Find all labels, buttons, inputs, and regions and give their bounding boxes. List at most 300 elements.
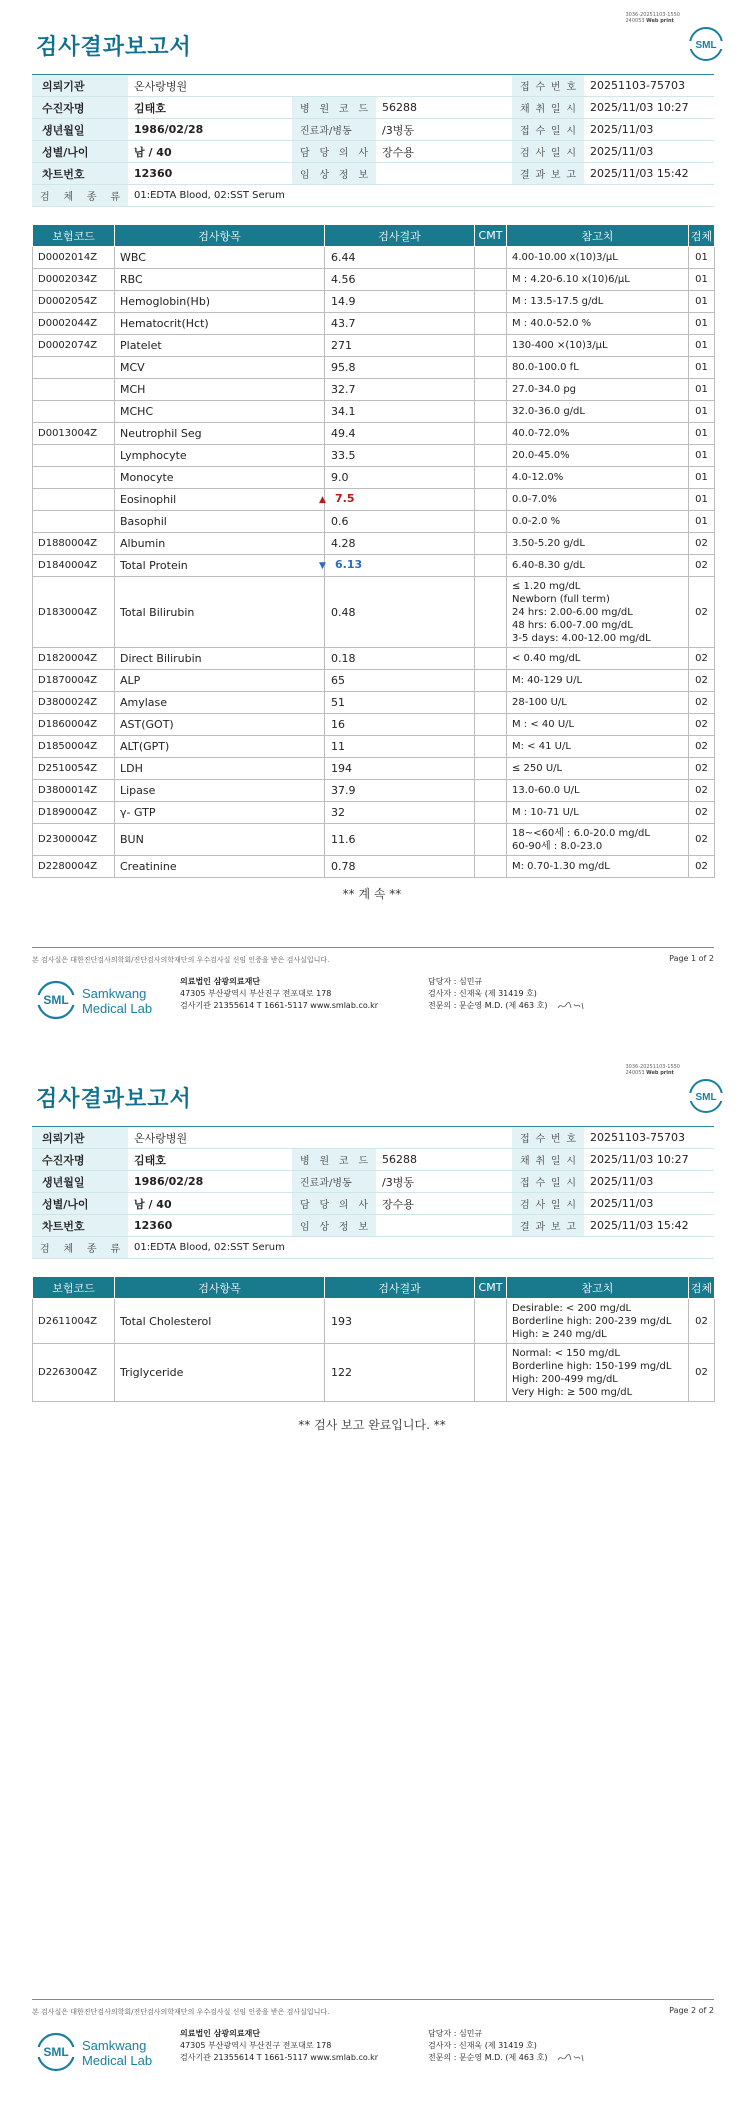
specimen-code: 02	[689, 1344, 715, 1402]
result-value: 122	[331, 1366, 352, 1379]
comment	[475, 824, 507, 856]
test-date-label: 검 사 일 시	[512, 141, 584, 163]
accreditation-note: 본 검사실은 대한진단검사의학회/진단검사의학재단의 우수검사실 신임 인증을 받은 검사실입니다.	[32, 956, 330, 964]
col-header-code: 보험코드	[33, 225, 115, 247]
test-item: Neutrophil Seg	[115, 423, 325, 445]
page-title: 검사결과보고서	[36, 1087, 192, 1112]
recv-no-label: 접 수 번 호	[512, 1127, 584, 1149]
info-row	[32, 1171, 714, 1193]
insurance-code: D1860004Z	[33, 714, 115, 736]
insurance-code: D3800024Z	[33, 692, 115, 714]
org-label: 의뢰기관	[32, 1127, 128, 1149]
specimen-code: 01	[689, 357, 715, 379]
dept-label: 진료과/병동	[292, 1171, 376, 1193]
test-item: Platelet	[115, 335, 325, 357]
test-item: Monocyte	[115, 467, 325, 489]
recv-date-value: 2025/11/03	[584, 119, 714, 141]
dept-value: /3병동	[376, 119, 512, 141]
comment	[475, 379, 507, 401]
result-value: 271	[331, 339, 352, 352]
reference-range: 4.0-12.0%	[507, 467, 689, 489]
result-row	[33, 445, 715, 467]
insurance-code	[33, 379, 115, 401]
insurance-code: D0013004Z	[33, 423, 115, 445]
specimen-code: 02	[689, 648, 715, 670]
insurance-code: D2263004Z	[33, 1344, 115, 1402]
print-id-number: 240053	[625, 18, 645, 24]
test-item: AST(GOT)	[115, 714, 325, 736]
test-item: γ- GTP	[115, 802, 325, 824]
result-value: 14.9	[331, 295, 356, 308]
samkwang-logo-icon	[36, 976, 166, 1024]
reference-range: 3.50-5.20 g/dL	[507, 533, 689, 555]
result-row	[33, 489, 715, 511]
result-row	[33, 555, 715, 577]
test-item: Total Cholesterol	[115, 1299, 325, 1344]
test-result	[325, 291, 475, 313]
reference-range: 40.0-72.0%	[507, 423, 689, 445]
comment	[475, 555, 507, 577]
test-result	[325, 533, 475, 555]
specimen-code: 02	[689, 1299, 715, 1344]
test-result	[325, 335, 475, 357]
comment	[475, 313, 507, 335]
specimen-code: 01	[689, 445, 715, 467]
dob-label: 생년월일	[32, 119, 128, 141]
result-value: 9.0	[331, 471, 349, 484]
test-result	[325, 401, 475, 423]
comment	[475, 291, 507, 313]
insurance-code: D3800014Z	[33, 780, 115, 802]
result-value: 4.28	[331, 537, 356, 550]
lab-address: 47305 부산광역시 부산진구 전포대로 178	[180, 2041, 332, 2050]
report-page-2	[0, 1052, 744, 2104]
result-row	[33, 511, 715, 533]
result-row	[33, 824, 715, 856]
reference-range: 20.0-45.0%	[507, 445, 689, 467]
result-row	[33, 467, 715, 489]
result-value: 37.9	[331, 784, 356, 797]
brand-line1: Samkwang	[82, 2038, 147, 2053]
reference-range: 0.0-2.0 %	[507, 511, 689, 533]
tester: 검사자 : 신재욱 (제 31419 호)	[428, 989, 537, 998]
comment	[475, 758, 507, 780]
info-row	[32, 1193, 714, 1215]
page-number: Page 2 of 2	[669, 2006, 714, 2015]
test-item: Amylase	[115, 692, 325, 714]
result-value: 0.6	[331, 515, 349, 528]
test-date-value: 2025/11/03	[584, 1193, 714, 1215]
lab-info	[180, 976, 378, 1012]
test-result	[325, 714, 475, 736]
recv-date-label: 접 수 일 시	[512, 1171, 584, 1193]
test-item: RBC	[115, 269, 325, 291]
result-value: 33.5	[331, 449, 356, 462]
comment	[475, 357, 507, 379]
lab-contact: 검사기관 21355614 T 1661-5117 www.smlab.co.kr	[180, 2053, 379, 2062]
result-value: 0.18	[331, 652, 356, 665]
comment	[475, 533, 507, 555]
reference-range: 13.0-60.0 U/L	[507, 780, 689, 802]
insurance-code: D1880004Z	[33, 533, 115, 555]
result-row	[33, 269, 715, 291]
insurance-code: D0002054Z	[33, 291, 115, 313]
result-row	[33, 648, 715, 670]
reference-range: 4.00-10.00 x(10)3/μL	[507, 247, 689, 269]
chart-value: 12360	[128, 1215, 292, 1237]
reference-range: 80.0-100.0 fL	[507, 357, 689, 379]
test-date-value: 2025/11/03	[584, 141, 714, 163]
test-result	[325, 379, 475, 401]
comment	[475, 467, 507, 489]
result-value: 32.7	[331, 383, 356, 396]
test-result	[325, 357, 475, 379]
logo-text: SML	[43, 993, 69, 1007]
test-date-label: 검 사 일 시	[512, 1193, 584, 1215]
signature-icon	[556, 1001, 586, 1011]
insurance-code	[33, 401, 115, 423]
result-value: 193	[331, 1314, 352, 1328]
hosp-code-label: 병 원 코 드	[292, 1149, 376, 1171]
col-header-ref: 참고치	[507, 225, 689, 247]
reference-range: Desirable: < 200 mg/dL Borderline high: 200-239 mg/dL High: ≥ 240 mg/dL	[507, 1299, 689, 1344]
result-row	[33, 357, 715, 379]
test-item: Total Bilirubin	[115, 577, 325, 648]
test-result	[325, 802, 475, 824]
test-item: Creatinine	[115, 856, 325, 878]
result-row	[33, 670, 715, 692]
comment	[475, 648, 507, 670]
col-header-specimen: 검체	[689, 1277, 715, 1299]
sex-label: 성별/나이	[32, 141, 128, 163]
recv-date-label: 접 수 일 시	[512, 119, 584, 141]
test-item: Total Protein	[115, 555, 325, 577]
recv-no-value: 20251103-75703	[584, 75, 714, 97]
collect-value: 2025/11/03 10:27	[584, 1149, 714, 1171]
specimen-code: 02	[689, 802, 715, 824]
sex-label: 성별/나이	[32, 1193, 128, 1215]
test-result	[325, 313, 475, 335]
comment	[475, 269, 507, 291]
print-id	[625, 1064, 680, 1076]
comment	[475, 489, 507, 511]
footer-divider	[32, 1999, 714, 2000]
reference-range: 27.0-34.0 pg	[507, 379, 689, 401]
info-row	[32, 185, 714, 207]
result-value: 7.5	[335, 492, 355, 505]
reference-range: 0.0-7.0%	[507, 489, 689, 511]
test-result	[325, 511, 475, 533]
test-item: MCV	[115, 357, 325, 379]
info-row	[32, 97, 714, 119]
specimen-code: 02	[689, 714, 715, 736]
info-row	[32, 75, 714, 97]
result-row	[33, 335, 715, 357]
test-result	[325, 670, 475, 692]
specimen-code: 01	[689, 511, 715, 533]
info-row	[32, 1127, 714, 1149]
specimen-code: 02	[689, 780, 715, 802]
report-value: 2025/11/03 15:42	[584, 163, 714, 185]
comment	[475, 511, 507, 533]
name-label: 수진자명	[32, 1149, 128, 1171]
test-result	[325, 692, 475, 714]
footer-divider	[32, 947, 714, 948]
print-id-line: 3036-20251103-1550	[625, 1064, 680, 1070]
patient-info-table	[32, 1126, 714, 1259]
result-row	[33, 291, 715, 313]
result-row	[33, 758, 715, 780]
comment	[475, 714, 507, 736]
result-value: 43.7	[331, 317, 356, 330]
reference-range: < 0.40 mg/dL	[507, 648, 689, 670]
results-table	[32, 1276, 715, 1402]
test-item: LDH	[115, 758, 325, 780]
recv-no-value: 20251103-75703	[584, 1127, 714, 1149]
result-row	[33, 736, 715, 758]
result-value: 95.8	[331, 361, 356, 374]
test-result	[325, 856, 475, 878]
test-item: Eosinophil	[115, 489, 325, 511]
result-row	[33, 401, 715, 423]
sml-logo-icon	[688, 26, 724, 62]
lab-name: 의료법인 삼광의료재단	[180, 977, 261, 986]
reference-range: M: < 41 U/L	[507, 736, 689, 758]
reference-range: 130-400 ×(10)3/μL	[507, 335, 689, 357]
comment	[475, 1299, 507, 1344]
specimen-code: 01	[689, 247, 715, 269]
page-number: Page 1 of 2	[669, 954, 714, 963]
specimen-code: 01	[689, 423, 715, 445]
specimen-code: 01	[689, 379, 715, 401]
reference-range: M: 0.70-1.30 mg/dL	[507, 856, 689, 878]
manager: 담당자 : 심민규	[428, 2029, 483, 2038]
test-item: MCH	[115, 379, 325, 401]
report-value: 2025/11/03 15:42	[584, 1215, 714, 1237]
specimen-code: 02	[689, 670, 715, 692]
result-value: 0.48	[331, 605, 356, 619]
insurance-code: D2510054Z	[33, 758, 115, 780]
hosp-code-value: 56288	[376, 1149, 512, 1171]
sex-value: 남 / 40	[128, 1193, 292, 1215]
print-id-line	[625, 18, 680, 24]
dob-value: 1986/02/28	[128, 1171, 292, 1193]
comment	[475, 856, 507, 878]
clinical-label: 임 상 정 보	[292, 1215, 376, 1237]
specialist: 전문의 : 문순영 M.D. (제 463 호)	[428, 2053, 548, 2062]
test-item: Lymphocyte	[115, 445, 325, 467]
insurance-code	[33, 445, 115, 467]
info-row	[32, 163, 714, 185]
comment	[475, 247, 507, 269]
page-title: 검사결과보고서	[36, 35, 192, 60]
name-value: 김태호	[128, 1149, 292, 1171]
result-row	[33, 313, 715, 335]
logo-text: SML	[695, 1092, 717, 1103]
web-print-label: Web print	[646, 1070, 674, 1076]
reference-range: 32.0-36.0 g/dL	[507, 401, 689, 423]
sml-logo-icon	[688, 1078, 724, 1114]
doctor-label: 담 당 의 사	[292, 141, 376, 163]
specimen-value: 01:EDTA Blood, 02:SST Serum	[128, 1237, 714, 1259]
chart-value: 12360	[128, 163, 292, 185]
hosp-code-value: 56288	[376, 97, 512, 119]
report-label: 결 과 보 고	[512, 163, 584, 185]
comment	[475, 736, 507, 758]
results-header-row	[33, 225, 715, 247]
result-value: 0.78	[331, 860, 356, 873]
result-row	[33, 533, 715, 555]
info-row	[32, 1215, 714, 1237]
comment	[475, 802, 507, 824]
test-item: Albumin	[115, 533, 325, 555]
specimen-code: 01	[689, 467, 715, 489]
dept-label: 진료과/병동	[292, 119, 376, 141]
comment	[475, 780, 507, 802]
test-result	[325, 467, 475, 489]
insurance-code	[33, 489, 115, 511]
reference-range: 28-100 U/L	[507, 692, 689, 714]
test-result: ▼ 6.13	[325, 555, 475, 577]
insurance-code: D1890004Z	[33, 802, 115, 824]
insurance-code: D0002014Z	[33, 247, 115, 269]
result-value: 6.13	[335, 558, 363, 571]
col-header-result: 검사결과	[325, 225, 475, 247]
brand-line2: Medical Lab	[82, 2053, 153, 2068]
sex-value: 남 / 40	[128, 141, 292, 163]
result-row	[33, 423, 715, 445]
brand-line1: Samkwang	[82, 986, 147, 1001]
specimen-code: 01	[689, 401, 715, 423]
test-result	[325, 758, 475, 780]
test-result	[325, 445, 475, 467]
test-result	[325, 1344, 475, 1402]
test-item: Triglyceride	[115, 1344, 325, 1402]
comment	[475, 423, 507, 445]
reference-range: 6.40-8.30 g/dL	[507, 555, 689, 577]
collect-value: 2025/11/03 10:27	[584, 97, 714, 119]
comment	[475, 692, 507, 714]
specimen-code: 02	[689, 736, 715, 758]
specimen-code: 02	[689, 856, 715, 878]
col-header-cmt: CMT	[475, 1277, 507, 1299]
insurance-code: D1840004Z	[33, 555, 115, 577]
col-header-specimen: 검체	[689, 225, 715, 247]
specimen-code: 01	[689, 335, 715, 357]
clinical-label: 임 상 정 보	[292, 163, 376, 185]
results-table	[32, 224, 715, 878]
reference-range: M : < 40 U/L	[507, 714, 689, 736]
web-print-label: Web print	[646, 18, 674, 24]
name-label: 수진자명	[32, 97, 128, 119]
comment	[475, 1344, 507, 1402]
tester: 검사자 : 신재욱 (제 31419 호)	[428, 2041, 537, 2050]
result-row	[33, 802, 715, 824]
comment	[475, 335, 507, 357]
info-row	[32, 141, 714, 163]
result-value: 6.44	[331, 251, 356, 264]
specimen-code: 02	[689, 577, 715, 648]
org-value: 온사랑병원	[128, 75, 512, 97]
specimen-code: 02	[689, 758, 715, 780]
org-value: 온사랑병원	[128, 1127, 512, 1149]
col-header-result: 검사결과	[325, 1277, 475, 1299]
recv-no-label: 접 수 번 호	[512, 75, 584, 97]
samkwang-logo-icon	[36, 2028, 166, 2076]
test-result	[325, 780, 475, 802]
reference-range: Normal: < 150 mg/dL Borderline high: 150-199 mg/dL High: 200-499 mg/dL Very High: ≥ 500 mg/dL	[507, 1344, 689, 1402]
reference-range: M : 13.5-17.5 g/dL	[507, 291, 689, 313]
specimen-code: 02	[689, 824, 715, 856]
specimen-value: 01:EDTA Blood, 02:SST Serum	[128, 185, 714, 207]
clinical-value	[376, 163, 512, 185]
insurance-code: D1820004Z	[33, 648, 115, 670]
brand-line2: Medical Lab	[82, 1001, 153, 1016]
specimen-code: 01	[689, 269, 715, 291]
print-id-number: 240053	[625, 1070, 645, 1076]
insurance-code: D0002074Z	[33, 335, 115, 357]
print-id-line	[625, 1070, 680, 1076]
patient-info-table	[32, 74, 714, 207]
specimen-label: 검 체 종 류	[32, 1237, 128, 1259]
name-value: 김태호	[128, 97, 292, 119]
test-item: Basophil	[115, 511, 325, 533]
test-result	[325, 648, 475, 670]
insurance-code: D1830004Z	[33, 577, 115, 648]
result-value: 11	[331, 740, 345, 753]
insurance-code: D0002044Z	[33, 313, 115, 335]
info-row	[32, 119, 714, 141]
test-item: WBC	[115, 247, 325, 269]
collect-label: 채 취 일 시	[512, 97, 584, 119]
reference-range: 18~<60세 : 6.0-20.0 mg/dL 60-90세 : 8.0-23.0	[507, 824, 689, 856]
test-result: ▲ 7.5	[325, 489, 475, 511]
dob-value: 1986/02/28	[128, 119, 292, 141]
test-item: ALT(GPT)	[115, 736, 325, 758]
reference-range: ≤ 1.20 mg/dL Newborn (full term) 24 hrs: 2.00-6.00 mg/dL 48 hrs: 6.00-7.00 mg/dL 3-5 days: 4.00-12.00 mg/dL	[507, 577, 689, 648]
logo-text: SML	[695, 40, 717, 51]
print-id	[625, 12, 680, 24]
result-row	[33, 780, 715, 802]
test-result	[325, 577, 475, 648]
chart-label: 차트번호	[32, 163, 128, 185]
col-header-code: 보험코드	[33, 1277, 115, 1299]
reference-range: ≤ 250 U/L	[507, 758, 689, 780]
col-header-item: 검사항목	[115, 1277, 325, 1299]
insurance-code: D2300004Z	[33, 824, 115, 856]
specimen-code: 01	[689, 489, 715, 511]
clinical-value	[376, 1215, 512, 1237]
recv-date-value: 2025/11/03	[584, 1171, 714, 1193]
comment	[475, 670, 507, 692]
lab-info	[180, 2028, 378, 2064]
test-item: Direct Bilirubin	[115, 648, 325, 670]
lab-address: 47305 부산광역시 부산진구 전포대로 178	[180, 989, 332, 998]
report-complete-note: ** 검사 보고 완료입니다. **	[298, 1418, 446, 1432]
test-item: Hematocrit(Hct)	[115, 313, 325, 335]
result-value: 34.1	[331, 405, 356, 418]
test-item: MCHC	[115, 401, 325, 423]
print-id-line: 3036-20251103-1550	[625, 12, 680, 18]
info-row	[32, 1237, 714, 1259]
test-item: BUN	[115, 824, 325, 856]
specimen-code: 02	[689, 692, 715, 714]
staff-info	[428, 976, 586, 1012]
doctor-label: 담 당 의 사	[292, 1193, 376, 1215]
dob-label: 생년월일	[32, 1171, 128, 1193]
insurance-code	[33, 511, 115, 533]
accreditation-note: 본 검사실은 대한진단검사의학회/진단검사의학재단의 우수검사실 신임 인증을 받은 검사실입니다.	[32, 2008, 330, 2016]
